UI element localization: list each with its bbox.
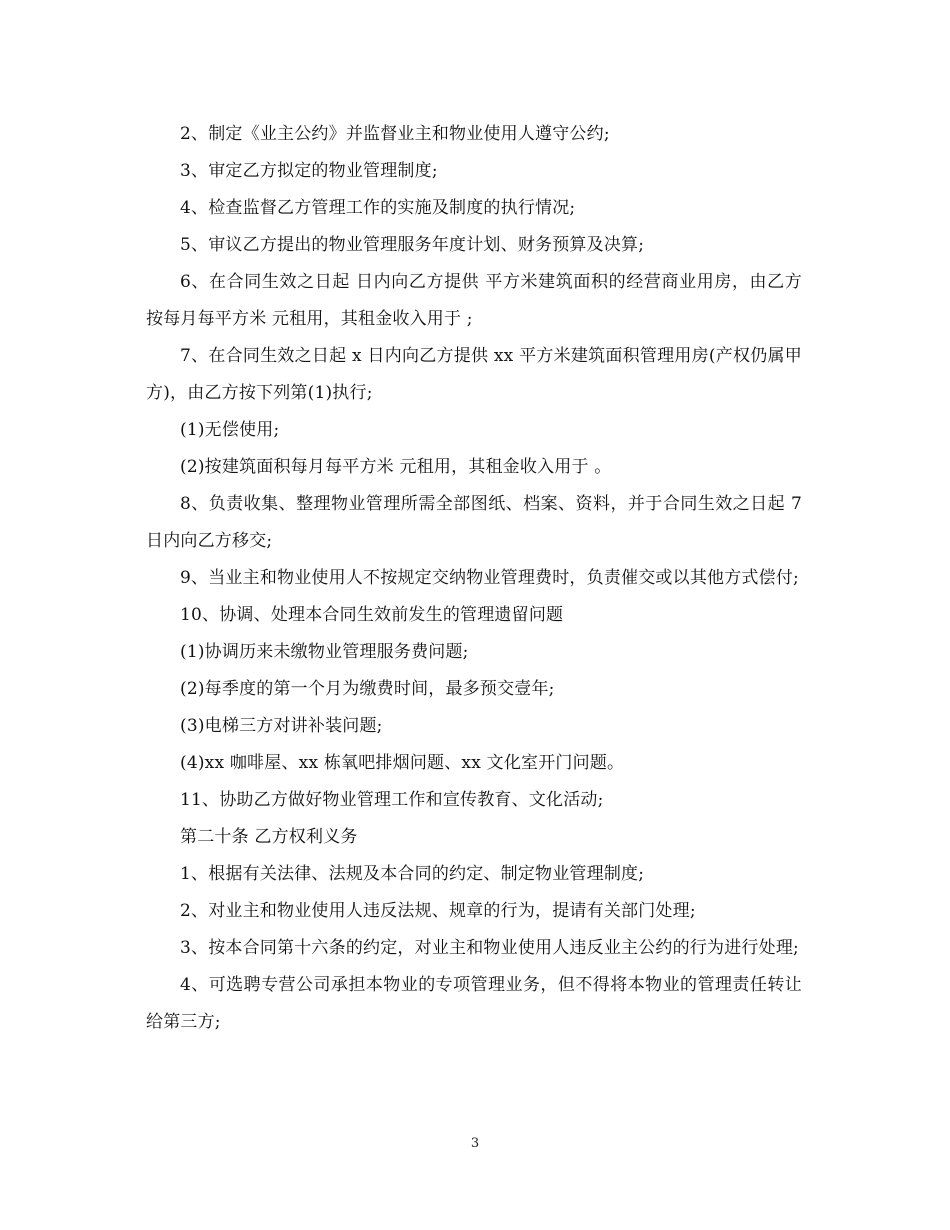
section-heading: 第二十条 乙方权利义务 [180,827,358,847]
paragraph: (1)无偿使用; [180,420,280,440]
paragraph: 3、按本合同第十六条的约定，对业主和物业使用人违反业主公约的行为进行处理; [180,938,799,958]
paragraph: (4)xx 咖啡屋、xx 栋氧吧排烟问题、xx 文化室开门问题。 [180,753,625,773]
paragraph: 2、对业主和物业使用人违反法规、规章的行为，提请有关部门处理; [180,901,696,921]
paragraph: 11、协助乙方做好物业管理工作和宣传教育、文化活动; [180,790,604,810]
paragraph: (1)协调历来未缴物业管理服务费问题; [180,642,469,662]
paragraph: 5、审议乙方提出的物业管理服务年度计划、财务预算及决算; [180,235,645,255]
document-body [146,116,802,1041]
paragraph: (2)每季度的第一个月为缴费时间，最多预交壹年; [180,679,555,699]
paragraph: 6、在合同生效之日起 日内向乙方提供 平方米建筑面积的经营商业用房，由乙方按每月每平方米 元租用，其租金收入用于 ; [146,272,802,329]
paragraph: (3)电梯三方对讲补装问题; [180,716,383,736]
paragraph: 8、负责收集、整理物业管理所需全部图纸、档案、资料，并于合同生效之日起 7 日内向乙方移交; [146,494,802,551]
paragraph: 10、协调、处理本合同生效前发生的管理遗留问题 [180,605,564,625]
paragraph: 1、根据有关法律、法规及本合同的约定、制定物业管理制度; [180,864,645,884]
paragraph: (2)按建筑面积每月每平方米 元租用，其租金收入用于 。 [180,457,612,477]
paragraph: 2、制定《业主公约》并监督业主和物业使用人遵守公约; [180,124,610,144]
paragraph: 3、审定乙方拟定的物业管理制度; [180,161,438,181]
paragraph: 4、检查监督乙方管理工作的实施及制度的执行情况; [180,198,576,218]
paragraph: 4、可选聘专营公司承担本物业的专项管理业务，但不得将本物业的管理责任转让给第三方; [146,975,802,1032]
page-number: 3 [470,1136,480,1151]
paragraph: 9、当业主和物业使用人不按规定交纳物业管理费时，负责催交或以其他方式偿付; [180,568,799,588]
paragraph: 7、在合同生效之日起 x 日内向乙方提供 xx 平方米建筑面积管理用房(产权仍属甲方)，由乙方按下列第(1)执行; [146,346,802,403]
